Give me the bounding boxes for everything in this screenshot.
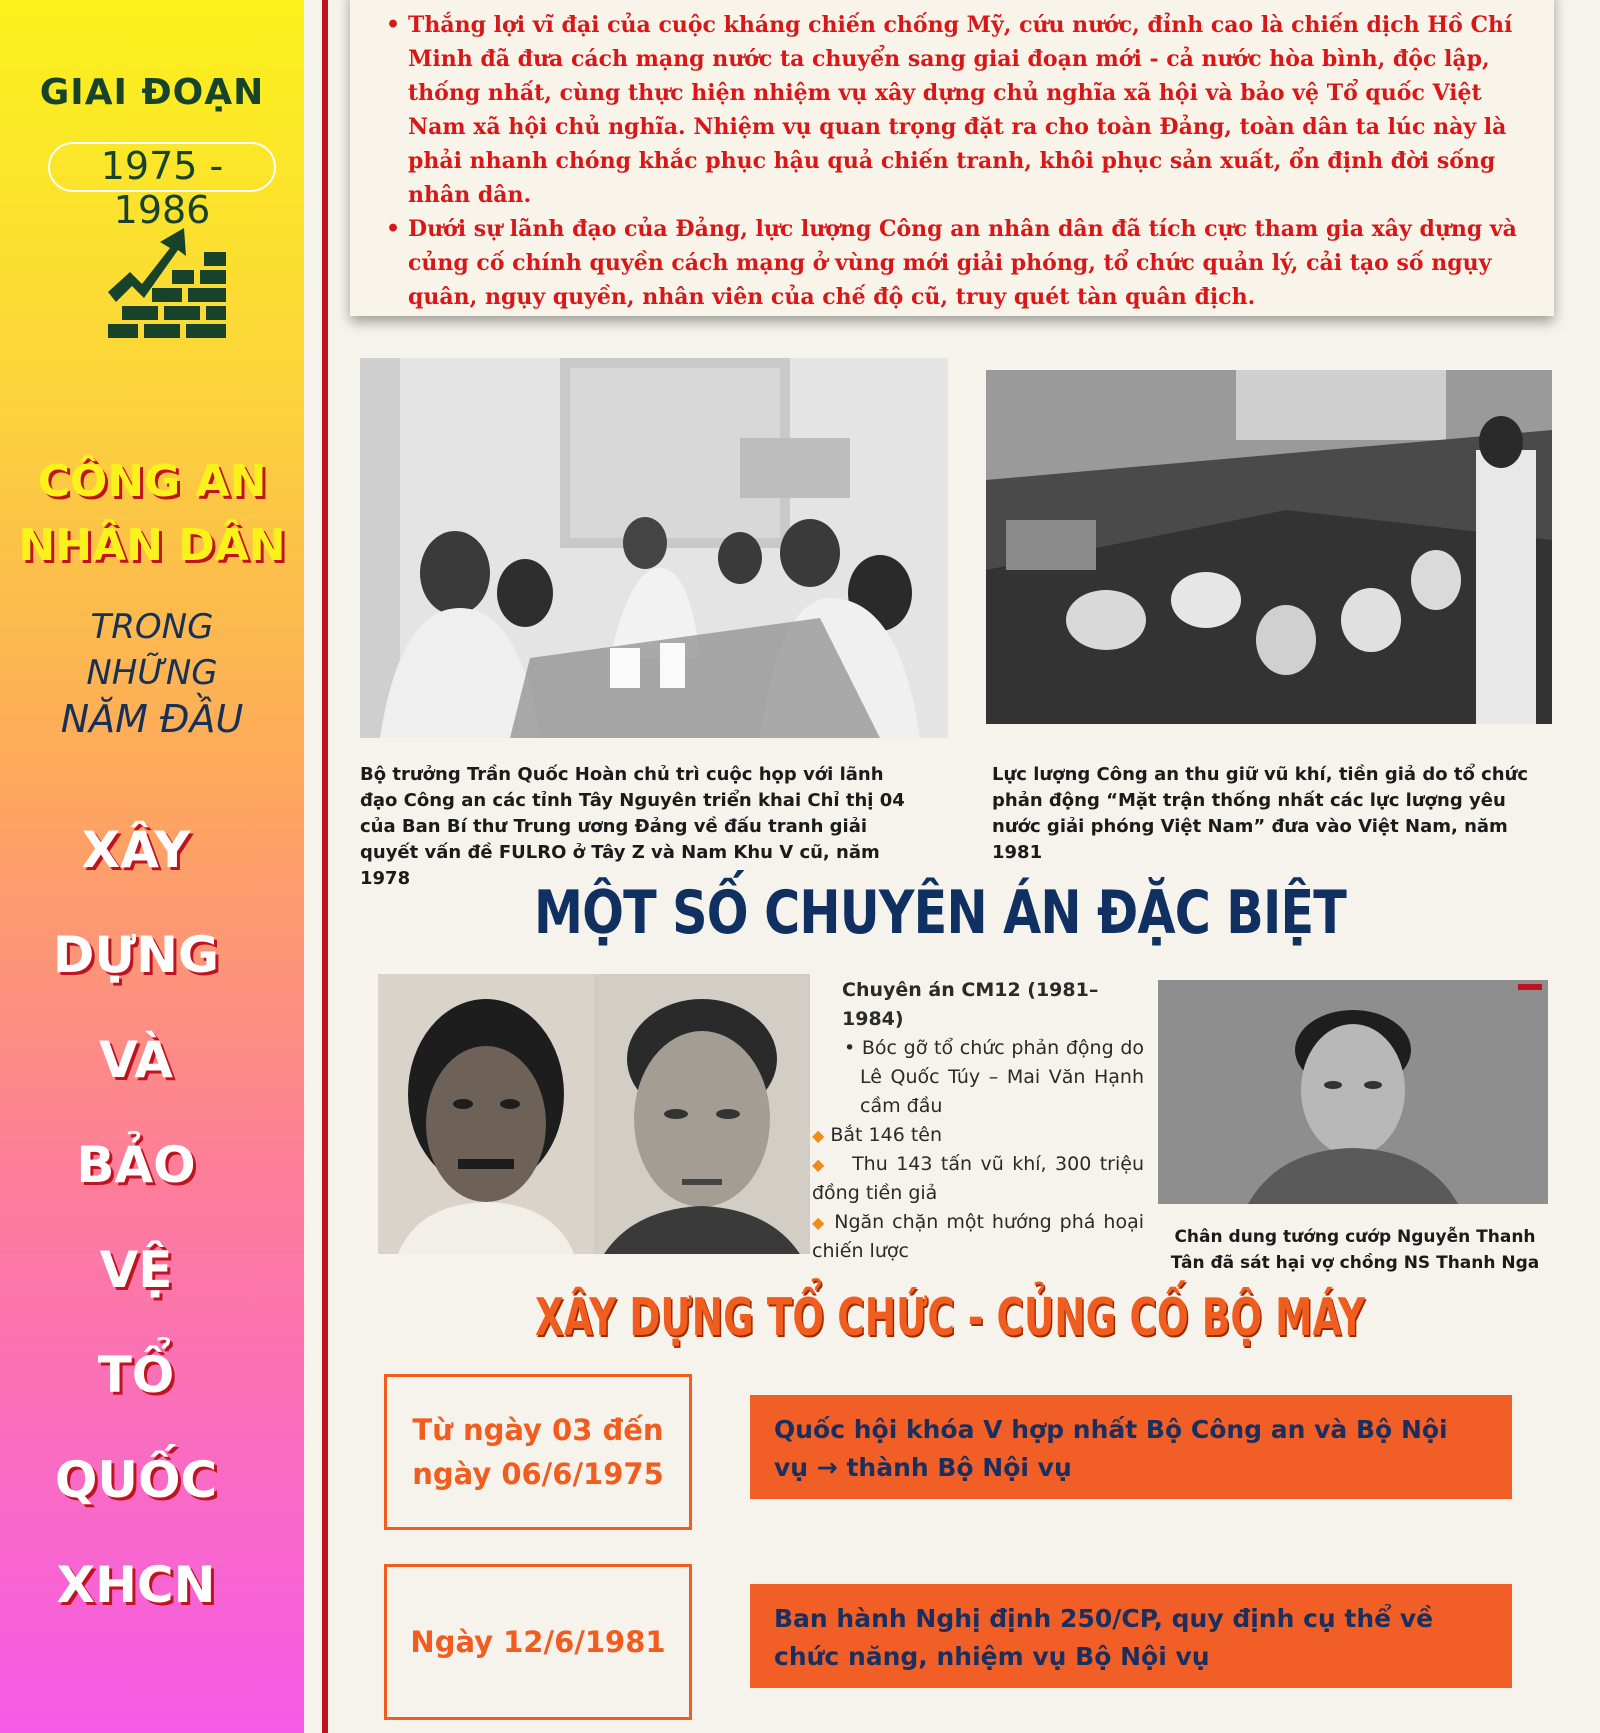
event-info-box — [750, 1584, 1512, 1688]
xay-dung-line: VỆ — [99, 1241, 173, 1299]
special-cases-heading: MỘT SỐ CHUYÊN ÁN ĐẶC BIỆT — [533, 878, 1347, 948]
years-pill: 1975 - 1986 — [48, 142, 276, 192]
cong-an-heading — [0, 450, 304, 578]
case-detail-text: Bắt 146 tên — [830, 1124, 943, 1146]
growth-stairs-icon — [108, 228, 226, 342]
sidebar — [0, 0, 304, 1733]
meeting-caption: Bộ trưởng Trần Quốc Hoàn chủ trì cuộc họp với lãnh đạo Công an các tỉnh Tây Nguyên triển khai Chỉ thị 04 của Ban Bí thư Trung ương Đảng về đấu tranh giải quyết vấn đề FULRO ở Tây Z và Nam Khu V cũ, năm 1978 — [360, 764, 905, 889]
trong-line: NĂM ĐẦU — [60, 697, 244, 741]
weapons-caption: Lực lượng Công an thu giữ vũ khí, tiền giả do tổ chức phản động “Mặt trận thống nhất các lực lượng yêu nước giải phóng Việt Nam” đưa vào Việt Nam, năm 1981 — [992, 764, 1529, 863]
robber-caption: Chân dung tướng cướp Nguyễn Thanh Tân đã sát hại vợ chồng NS Thanh Nga — [1170, 1227, 1540, 1273]
xay-dung-line: DỰNG — [52, 926, 220, 984]
xay-dung-line: TỔ — [97, 1346, 175, 1404]
case-detail-text: Ngăn chặn một hướng phá hoại chiến lược — [812, 1211, 1144, 1262]
case-title: Chuyên án CM12 (1981–1984) — [842, 979, 1099, 1030]
case-detail — [812, 1150, 1144, 1208]
xay-dung-line: QUỐC — [54, 1451, 218, 1509]
event-date-box — [384, 1374, 692, 1530]
diamond-icon: ◆ — [812, 1126, 825, 1145]
event-text: Ban hành Nghị định 250/CP, quy định cụ thể về chức năng, nhiệm vụ Bộ Nội vụ — [774, 1604, 1434, 1671]
trong-line: NHỮNG — [86, 653, 218, 693]
event-info-box — [750, 1395, 1512, 1499]
meeting-photo — [360, 358, 948, 738]
organization-heading: XÂY DỰNG TỔ CHỨC - CỦNG CỐ BỘ MÁY — [535, 1288, 1365, 1348]
robber-portrait — [1158, 980, 1548, 1204]
intro-bullet: • Dưới sự lãnh đạo của Đảng, lực lượng Công an nhân dân đã tích cực tham gia xây dựng và củng cố chính quyền cách mạng ở vùng mới giải phóng, tổ chức quản lý, cải tạo số ngụy quân, ngụy quyền, nhân viên của chế độ cũ, truy quét tàn quân địch. — [386, 212, 1534, 314]
intro-box — [350, 0, 1554, 316]
event-date-box — [384, 1564, 692, 1720]
event-date: Từ ngày 03 đến ngày 06/6/1975 — [412, 1413, 664, 1491]
case-detail-text: Thu 143 tấn vũ khí, 300 triệu đồng tiền giả — [812, 1153, 1145, 1204]
case-bullet: • Bóc gỡ tổ chức phản động do Lê Quốc Túy – Mai Văn Hạnh cầm đầu — [844, 1037, 1145, 1117]
divider-line — [322, 0, 328, 1733]
cong-an-line: NHÂN DÂN — [18, 520, 286, 571]
xay-dung-heading — [0, 798, 288, 1638]
intro-list — [350, 0, 1554, 314]
period-label: GIAI ĐOẠN — [39, 72, 265, 113]
xay-dung-line: XÂY — [81, 821, 191, 879]
case-bullet-text: Bóc gỡ tổ chức phản động do Lê Quốc Túy – Mai Văn Hạnh cầm đầu — [860, 1037, 1145, 1117]
intro-bullet: • Thắng lợi vĩ đại của cuộc kháng chiến chống Mỹ, cứu nước, đỉnh cao là chiến dịch Hồ Chí Minh đã đưa cách mạng nước ta chuyển sang giai đoạn mới - cả nước hòa bình, độc lập, thống nhất, cùng thực hiện nhiệm vụ xây dựng chủ nghĩa xã hội và bảo vệ Tổ quốc Việt Nam xã hội chủ nghĩa. Nhiệm vụ quan trọng đặt ra cho toàn Đảng, toàn dân ta lúc này là phải nhanh chóng khắc phục hậu quả chiến tranh, khôi phục sản xuất, ổn định đời sống nhân dân. — [386, 8, 1534, 212]
weapons-photo — [986, 370, 1552, 724]
trong-heading — [0, 604, 304, 742]
trong-line: TRONG — [90, 607, 214, 647]
cong-an-line: CÔNG AN — [37, 456, 267, 507]
event-text: Quốc hội khóa V hợp nhất Bộ Công an và Bộ Nội vụ → thành Bộ Nội vụ — [774, 1415, 1448, 1482]
xay-dung-line: VÀ — [99, 1031, 173, 1089]
event-date: Ngày 12/6/1981 — [410, 1625, 666, 1659]
suspect-portrait-2 — [594, 974, 810, 1254]
case-detail — [812, 1208, 1144, 1266]
case-cm12 — [812, 976, 1144, 1266]
xay-dung-line: BẢO — [76, 1136, 196, 1194]
case-detail — [812, 1121, 1144, 1150]
diamond-icon: ◆ — [812, 1155, 827, 1174]
diamond-icon: ◆ — [812, 1213, 827, 1232]
suspect-portrait-1 — [378, 974, 594, 1254]
xay-dung-line: XHCN — [56, 1556, 216, 1614]
